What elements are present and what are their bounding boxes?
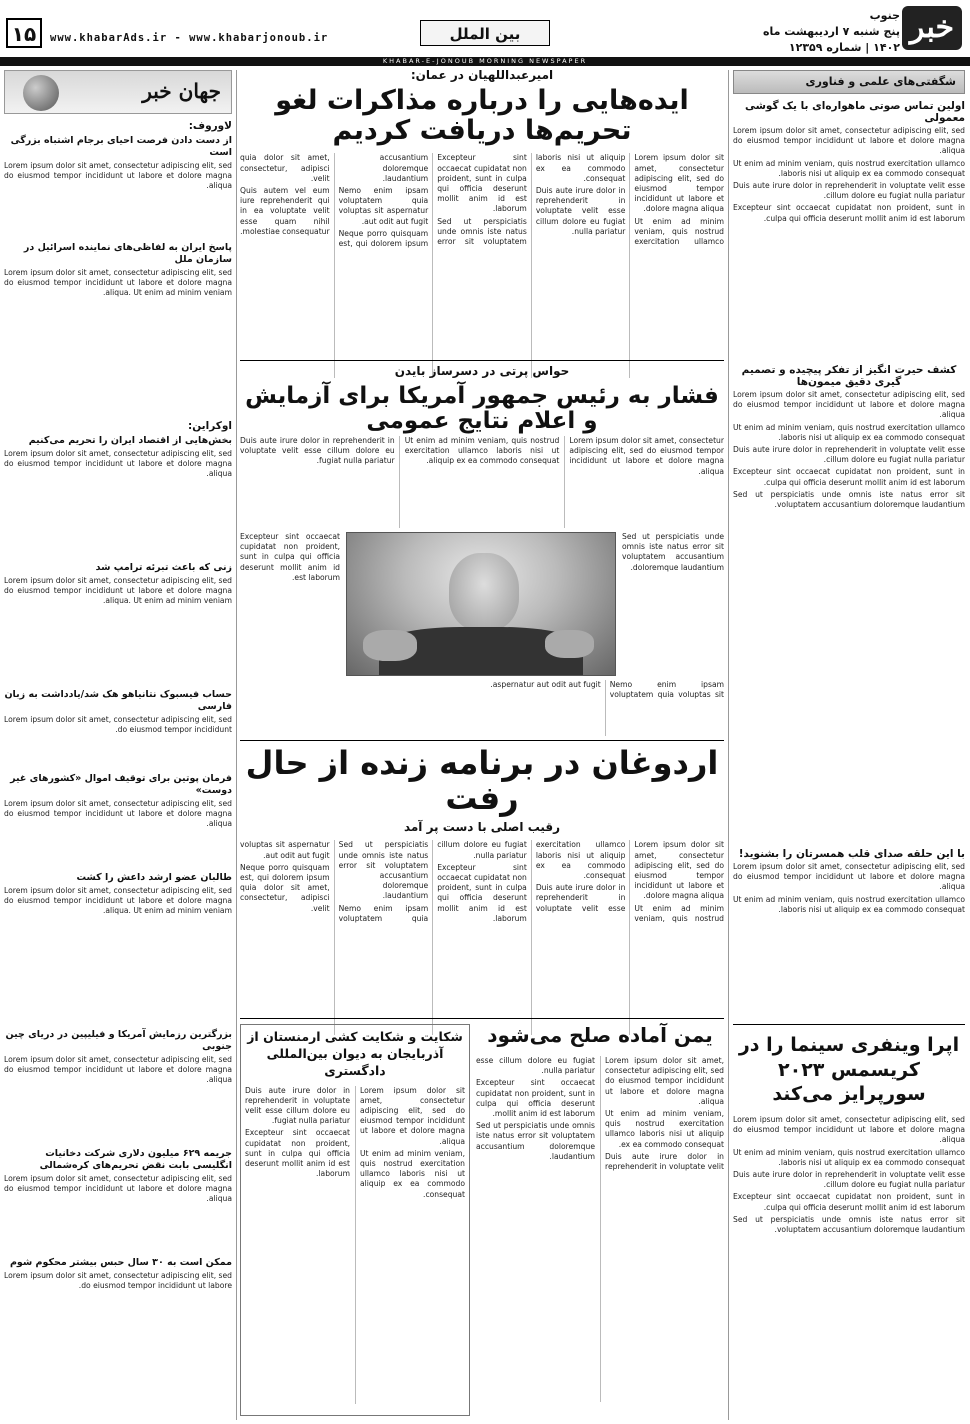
oprah-paragraph: Excepteur sint occaecat cupidatat non proident, sunt in culpa qui officia deserunt mollit anim id est laborum.	[733, 1192, 965, 1212]
world-item-title: از دست دادن فرصت احیای برجام اشتباه بزرگی است	[10, 135, 232, 158]
yemen-story	[476, 1024, 724, 1416]
world-item	[4, 120, 232, 239]
erdogan-story	[240, 746, 724, 1016]
world-sidebar	[4, 70, 232, 1420]
oprah-paragraph: Sed ut perspiciatis unde omnis iste natus error sit voluptatem accusantium doloremque laudantium.	[733, 1214, 965, 1235]
armenia-paragraph: Duis aute irure dolor in reprehenderit in voluptate velit esse cillum dolore eu fugiat nulla pariatur.	[245, 1085, 350, 1126]
world-item-body: Lorem ipsum dolor sit amet, consectetur adipiscing elit, sed do eiusmod tempor incididunt ut labore et dolore magna aliqua.	[4, 161, 232, 191]
world-item-title: فرمان پوتین برای توقیف اموال «کشورهای غیر دوست»	[10, 773, 232, 796]
erdogan-kicker: رقیب اصلی با دست پر آمد	[403, 820, 561, 835]
world-item-label: لاوروف:	[188, 120, 232, 132]
world-item	[4, 242, 232, 418]
science-article3-p: Lorem ipsum dolor sit amet, consectetur adipiscing elit, sed do eiusmod tempor incididunt ut labore et dolore magna aliqua.	[733, 862, 965, 892]
oprah-body	[733, 1115, 965, 1405]
yemen-body	[476, 1056, 724, 1402]
world-item-body: Lorem ipsum dolor sit amet, consectetur adipiscing elit, sed do eiusmod tempor incididunt ut labore et dolore magna aliqua.	[4, 449, 232, 479]
world-item-body: Lorem ipsum dolor sit amet, consectetur adipiscing elit, sed do eiusmod tempor incididunt ut labore et dolore magna aliqua.	[4, 1174, 232, 1204]
photo-face	[449, 553, 519, 631]
world-item	[4, 689, 232, 770]
lead-body	[240, 153, 724, 378]
armenia-body	[245, 1086, 465, 1404]
world-sidebar-banner	[4, 70, 232, 114]
science-article1-title: اولین تماس صوتی ماهواره‌ای با یک گوشی معمولی	[744, 100, 965, 124]
world-sidebar-title: جهان خبر	[142, 79, 221, 103]
science-article2-p: Ut enim ad minim veniam, quis nostrud exercitation ullamco laboris nisi ut aliquip ex ea commodo consequat.	[733, 422, 965, 442]
column-rule-left	[236, 70, 237, 1420]
science-article2-title: کشف حیرت انگیز از تفکر پیچیده و تصمیم گیری دقیق میمون‌ها	[741, 364, 957, 388]
lead-paragraph: Quis autem vel eum iure reprehenderit qui in ea voluptate velit esse quam nihil molestiae consequatur.	[240, 185, 330, 236]
world-item	[4, 872, 232, 1026]
oprah-headline: اپرا وینفری سینما را در کریسمس ۲۰۲۳ سورپرایز می‌کند	[738, 1034, 960, 1106]
armenia-headline: شکایت و شکایت کشی ارمنستان از آذربایجان به دیوان بین‌المللی دادگستری	[247, 1029, 463, 1078]
science-article2-p: Lorem ipsum dolor sit amet, consectetur adipiscing elit, sed do eiusmod tempor incididunt ut labore et dolore magna aliqua.	[733, 390, 965, 420]
science-article3-p: Ut enim ad minim veniam, quis nostrud exercitation ullamco laboris nisi ut aliquip ex ea commodo consequat.	[733, 894, 965, 914]
world-item-title: طالبان عضو ارشد داعش را کشت	[76, 872, 232, 883]
masthead-logo: خبر	[902, 6, 962, 50]
lead-kicker: امیرعبداللهیان در عمان:	[410, 68, 554, 82]
world-item-body: Lorem ipsum dolor sit amet, consectetur adipiscing elit, sed do eiusmod tempor incididunt ut labore et dolore magna aliqua. Ut enim ad minim veniam.	[4, 886, 232, 916]
world-item-body: Lorem ipsum dolor sit amet, consectetur adipiscing elit, sed do eiusmod tempor incididunt ut labore et dolore magna aliqua. Ut enim ad minim veniam.	[4, 268, 232, 298]
erdogan-body	[240, 840, 724, 1035]
world-item-label: اوکراین:	[188, 420, 232, 432]
oprah-paragraph: Ut enim ad minim veniam, quis nostrud exercitation ullamco laboris nisi ut aliquip ex ea commodo consequat.	[733, 1147, 965, 1167]
world-item	[4, 1257, 232, 1331]
science-article1-p: Duis aute irure dolor in reprehenderit in voluptate velit esse cillum dolore eu fugiat nulla pariatur.	[733, 181, 965, 201]
rule	[240, 1018, 724, 1019]
biden-kicker: حواس پرتی در دسرساز بایدن	[394, 364, 570, 378]
lead-paragraph: Lorem ipsum dolor sit amet, consectetur adipiscing elit, sed do eiusmod tempor incididunt ut labore et dolore magna aliqua.	[634, 153, 724, 214]
yemen-paragraph: Sed ut perspiciatis unde omnis iste natus error sit voluptatem accusantium doloremque laudantium.	[476, 1121, 595, 1161]
science-article1-p: Ut enim ad minim veniam, quis nostrud exercitation ullamco laboris nisi ut aliquip ex ea commodo consequat.	[733, 158, 965, 178]
lead-paragraph: Nemo enim ipsam voluptatem quia voluptas sit aspernatur aut odit aut fugit.	[338, 185, 429, 226]
date-line: پنج شنبه ۷ اردیبهشت ماه ۱۴۰۲ | شماره ۱۲۳۵۹	[763, 25, 900, 54]
science-article3-title: با این حلقه صدای قلب همسرتان را بشنوید!	[738, 848, 965, 860]
world-item-title: بزرگترین رزمایش آمریکا و فیلیپین در دریای چین جنوبی	[5, 1029, 232, 1052]
page-number: ۱۵	[6, 18, 42, 48]
world-item	[4, 1148, 232, 1254]
erdogan-paragraph: Excepteur sint occaecat cupidatat non proident, sunt in culpa qui officia deserunt mollit anim id est laborum.	[437, 862, 527, 923]
erdogan-paragraph: Lorem ipsum dolor sit amet, consectetur adipiscing elit, sed do eiusmod tempor incididunt ut labore et dolore magna aliqua.	[634, 840, 724, 901]
world-items	[4, 118, 232, 1418]
masthead-sub	[740, 8, 900, 56]
science-article2-body	[733, 390, 965, 845]
armenia-paragraph: Ut enim ad minim veniam, quis nostrud exercitation ullamco laboris nisi ut aliquip ex ea commodo consequat.	[360, 1148, 465, 1199]
rule	[240, 360, 724, 361]
science-article2-p: Excepteur sint occaecat cupidatat non proident, sunt in culpa qui officia deserunt mollit anim id est laborum.	[733, 467, 965, 487]
masthead-subtitle: جنوب	[869, 9, 900, 22]
lead-paragraph: Neque porro quisquam est, qui dolorem ipsum quia dolor sit amet, consectetur, adipisci velit.	[240, 153, 429, 248]
world-item	[4, 1029, 232, 1145]
armenia-story	[240, 1024, 470, 1416]
yemen-headline: یمن آماده صلح می‌شود	[487, 1023, 713, 1047]
world-item-body: Lorem ipsum dolor sit amet, consectetur adipiscing elit, sed do eiusmod tempor incididunt.	[4, 715, 232, 735]
rule	[240, 740, 724, 741]
biden-paragraph: Duis aute irure dolor in reprehenderit in voluptate velit esse cillum dolore eu fugiat nulla pariatur.	[240, 436, 395, 466]
lead-paragraph: Sed ut perspiciatis unde omnis iste natus error sit voluptatem accusantium doloremque laudantium.	[379, 153, 527, 246]
world-item-body: Lorem ipsum dolor sit amet, consectetur adipiscing elit, sed do eiusmod tempor incididunt ut labore et dolore magna aliqua.	[4, 1055, 232, 1085]
world-item	[4, 420, 232, 559]
lead-paragraph: Ut enim ad minim veniam, quis nostrud exercitation ullamco laboris nisi ut aliquip ex ea commodo consequat.	[535, 153, 724, 246]
site-urls[interactable]: www.khabarAds.ir - www.khabarjonoub.ir	[50, 32, 329, 44]
biden-paragraph: Lorem ipsum dolor sit amet, consectetur adipiscing elit, sed do eiusmod tempor incididunt ut labore et dolore magna aliqua.	[569, 436, 724, 476]
science-article2-p: Duis aute irure dolor in reprehenderit in voluptate velit esse cillum dolore eu fugiat nulla pariatur.	[733, 445, 965, 465]
photo-hand	[545, 630, 593, 658]
lead-story	[240, 68, 724, 358]
world-item	[4, 562, 232, 686]
science-article2-p: Sed ut perspiciatis unde omnis iste natus error sit voluptatem accusantium doloremque laudantium.	[733, 489, 965, 510]
erdogan-paragraph: Neque porro quisquam est, qui dolorem ipsum quia dolor sit amet, consectetur, adipisci velit.	[240, 862, 330, 913]
biden-story	[240, 364, 724, 738]
world-item-title: پاسخ ایران به لفاظی‌های نماینده اسرائیل در سازمان ملل	[23, 242, 232, 265]
erdogan-paragraph: Duis aute irure dolor in reprehenderit in voluptate velit esse cillum dolore eu fugiat nulla pariatur.	[437, 840, 626, 913]
world-item-title: ممکن است به ۳۰ سال حبس بیشتر محکوم شوم	[9, 1257, 232, 1268]
lead-paragraph: Duis aute irure dolor in reprehenderit in voluptate velit esse cillum dolore eu fugiat nulla pariatur.	[535, 185, 626, 236]
world-item-body: Lorem ipsum dolor sit amet, consectetur adipiscing elit, sed do eiusmod tempor incididunt ut labore et dolore magna aliqua. Ut enim ad minim veniam.	[4, 576, 232, 606]
biden-headline: فشار به رئیس جمهور آمریکا برای آزمایش و اعلام نتایج عمومی	[245, 383, 719, 435]
armenia-paragraph: Lorem ipsum dolor sit amet, consectetur adipiscing elit, sed do eiusmod tempor incididunt ut labore et dolore magna aliqua.	[360, 1085, 465, 1146]
erdogan-headline: اردوغان در برنامه زنده از حال رفت	[245, 744, 719, 818]
world-item-body: Lorem ipsum dolor sit amet, consectetur adipiscing elit, sed do eiusmod tempor incididunt ut labore et dolore magna aliqua.	[4, 799, 232, 829]
page-header	[0, 0, 970, 66]
armenia-paragraph: Excepteur sint occaecat cupidatat non proident, sunt in culpa qui officia deserunt mollit anim id est laborum.	[245, 1128, 350, 1179]
yemen-paragraph: Excepteur sint occaecat cupidatat non proident, sunt in culpa qui officia deserunt mollit anim id est laborum.	[476, 1078, 595, 1119]
erdogan-paragraph: Ut enim ad minim veniam, quis nostrud exercitation ullamco laboris nisi ut aliquip ex ea commodo consequat.	[535, 840, 724, 923]
erdogan-paragraph: Nemo enim ipsam voluptatem quia voluptas sit aspernatur aut odit aut fugit.	[240, 840, 429, 923]
globe-icon	[23, 75, 59, 111]
world-item-title: حساب فیسبوک نتانیاهو هک شد/یادداشت به زبان فارسی	[4, 689, 232, 712]
erdogan-paragraph: Sed ut perspiciatis unde omnis iste natus error sit voluptatem accusantium doloremque laudantium.	[338, 840, 429, 901]
world-item-title: زنی که باعث تبرئه ترامپ شد	[95, 562, 232, 573]
biden-photo	[346, 532, 616, 676]
lead-paragraph: Excepteur sint occaecat cupidatat non proident, sunt in culpa qui officia deserunt mollit anim id est laborum.	[437, 153, 527, 214]
newspaper-strip: KHABAR-E-JONOUB MORNING NEWSPAPER	[0, 57, 970, 66]
yemen-paragraph: Lorem ipsum dolor sit amet, consectetur adipiscing elit, sed do eiusmod tempor incididunt ut labore et dolore magna aliqua.	[605, 1056, 724, 1106]
oprah-paragraph: Lorem ipsum dolor sit amet, consectetur adipiscing elit, sed do eiusmod tempor incididunt ut labore et dolore magna aliqua.	[733, 1115, 965, 1145]
yemen-paragraph: Ut enim ad minim veniam, quis nostrud exercitation ullamco laboris nisi ut aliquip ex ea commodo consequat.	[605, 1109, 724, 1149]
oprah-story	[733, 1024, 965, 1416]
world-item-title: بخش‌هایی از اقتصاد ایران را تحریم می‌کنیم	[28, 435, 232, 446]
science-article3-body	[733, 862, 965, 982]
lead-headline: ایده‌هایی را درباره مذاکرات لغو تحریم‌ها دریافت کردیم	[275, 85, 689, 146]
oprah-paragraph: Duis aute irure dolor in reprehenderit in voluptate velit esse cillum dolore eu fugiat nulla pariatur.	[733, 1170, 965, 1190]
biden-body-right: Sed ut perspiciatis unde omnis iste natus error sit voluptatem accusantium doloremque laudantium.	[622, 532, 724, 572]
science-article1-p: Excepteur sint occaecat cupidatat non proident, sunt in culpa qui officia deserunt mollit anim id est laborum.	[733, 203, 965, 223]
column-rule-right	[728, 70, 729, 1420]
world-item	[4, 773, 232, 869]
world-item-body: Lorem ipsum dolor sit amet, consectetur adipiscing elit, sed do eiusmod tempor incididunt ut labore.	[4, 1271, 232, 1291]
science-sidebar-header: شگفتی‌های علمی و فناوری	[733, 70, 965, 94]
photo-hand	[363, 630, 417, 661]
world-item-title: جریمه ۶۲۹ میلیون دلاری شرکت دخانیات انگلیسی بابت نقض تحریم‌های کره‌شمالی	[39, 1148, 232, 1171]
biden-body-top	[240, 436, 724, 528]
science-article1-p: Lorem ipsum dolor sit amet, consectetur adipiscing elit, sed do eiusmod tempor incididunt ut labore et dolore magna aliqua.	[733, 126, 965, 156]
biden-body-left: Excepteur sint occaecat cupidatat non proident, sunt in culpa qui officia deserunt mollit anim id est laborum.	[240, 532, 340, 582]
section-title: بین الملل	[420, 20, 550, 46]
yemen-paragraph: Duis aute irure dolor in reprehenderit in voluptate velit esse cillum dolore eu fugiat nulla pariatur.	[476, 1056, 724, 1172]
biden-body-bottom: Nemo enim ipsam voluptatem quia voluptas sit aspernatur aut odit aut fugit.	[490, 680, 724, 700]
science-article1-body	[733, 126, 965, 361]
biden-paragraph: Ut enim ad minim veniam, quis nostrud exercitation ullamco laboris nisi ut aliquip ex ea commodo consequat.	[404, 436, 560, 466]
